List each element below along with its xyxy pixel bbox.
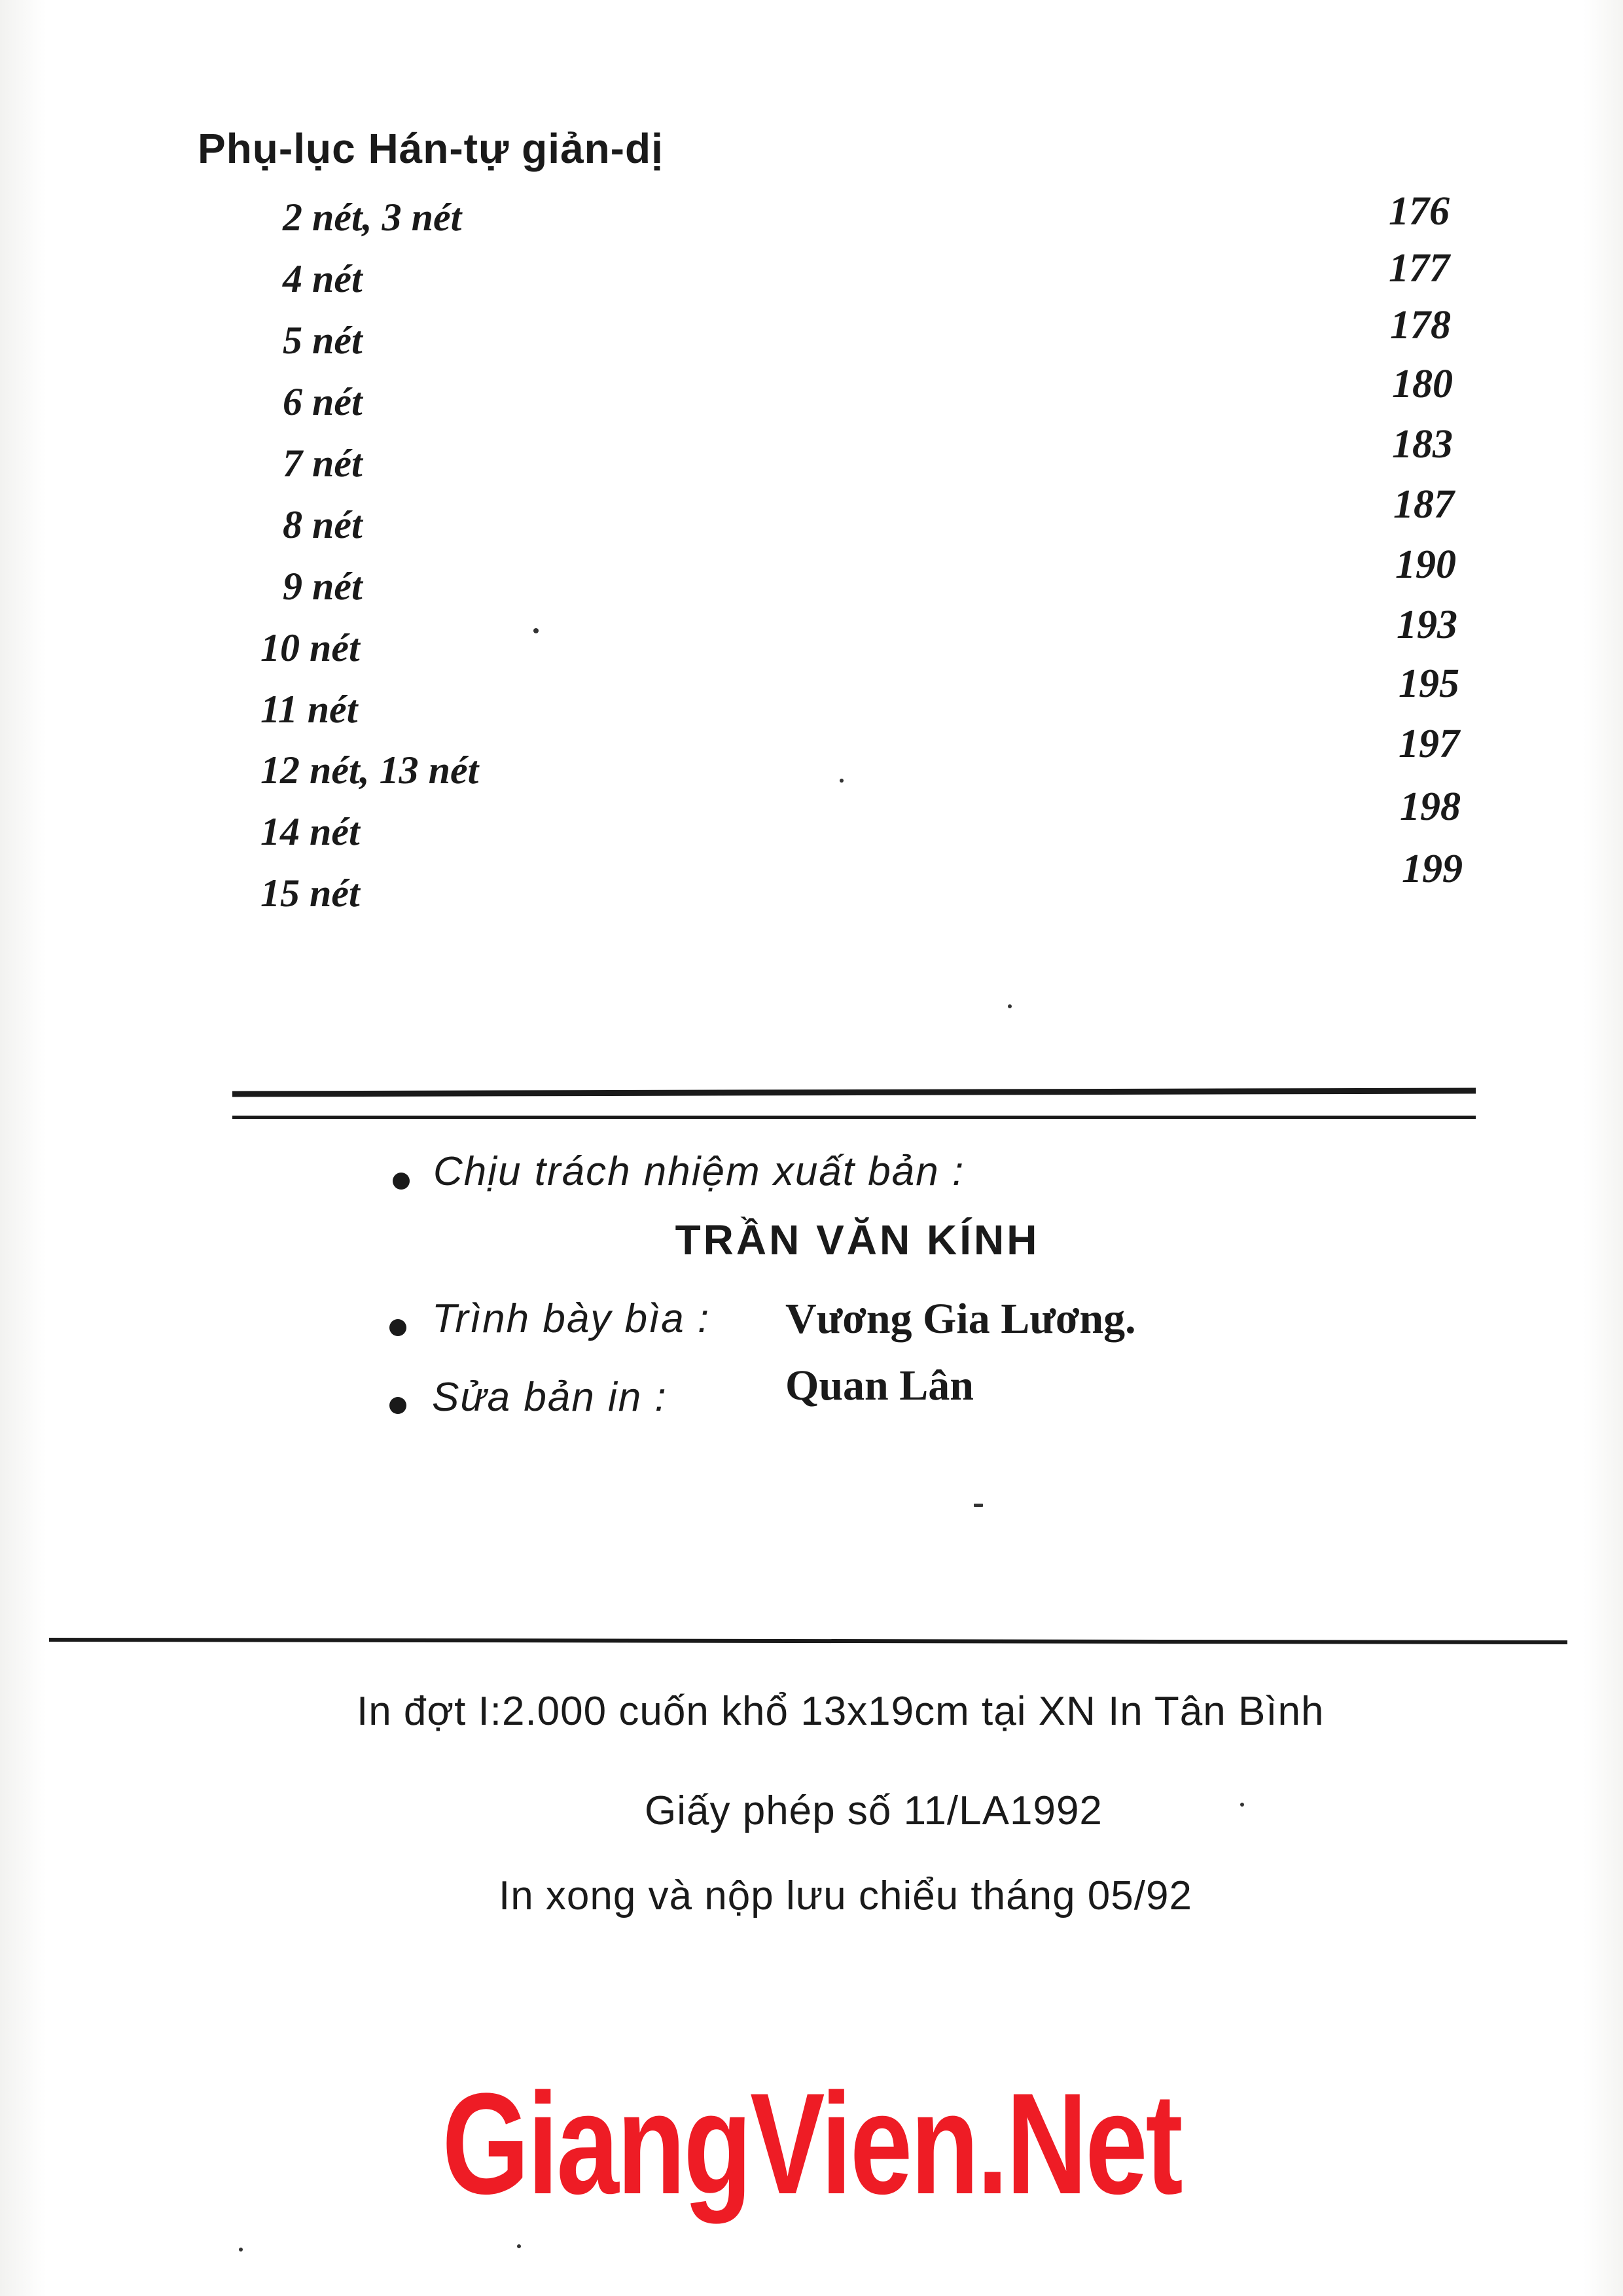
toc-entry-page: 198 (1400, 785, 1461, 829)
toc-entry-page: 195 (1399, 662, 1459, 706)
print-speck (840, 779, 844, 783)
toc-entry-page: 180 (1392, 362, 1453, 406)
deposit-info: In xong và nộp lưu chiểu tháng 05/92 (499, 1873, 1192, 1918)
toc-entry-label: 15 nét (260, 872, 360, 915)
license-info: Giấy phép số 11/LA1992 (645, 1788, 1103, 1833)
print-speck (974, 1504, 983, 1507)
toc-entry-page: 190 (1395, 542, 1456, 587)
toc-heading: Phụ-lục Hán-tự giản-dị (198, 125, 664, 172)
print-speck (517, 2244, 521, 2248)
toc-entry-label: 7 nét (283, 442, 363, 485)
toc-entry-label: 11 nét (260, 688, 358, 731)
toc-entry-label: 8 nét (283, 503, 363, 546)
toc-entry-label: 14 nét (260, 810, 360, 853)
toc-entry-page: 176 (1389, 189, 1450, 234)
toc-entry-page: 197 (1399, 722, 1459, 766)
bullet-icon (393, 1173, 410, 1190)
watermark-logo: GiangVien.Net (442, 2063, 1181, 2224)
toc-entry-label: 12 nét, 13 nét (260, 749, 479, 792)
print-speck (1008, 1004, 1012, 1008)
print-speck (239, 2248, 243, 2252)
toc-entry-label: 9 nét (283, 565, 363, 608)
toc-list (0, 0, 1623, 949)
cover-label: Trình bày bìa : (432, 1296, 711, 1341)
toc-entry-page: 193 (1397, 603, 1457, 647)
proof-value: Quan Lân (785, 1362, 974, 1409)
bullet-icon (389, 1397, 406, 1414)
divider-rule-thin (232, 1116, 1476, 1119)
bullet-icon (389, 1319, 406, 1336)
toc-entry-label: 5 nét (283, 319, 363, 362)
print-speck (1240, 1803, 1244, 1807)
print-speck (533, 628, 539, 633)
toc-entry-page: 183 (1392, 422, 1453, 467)
toc-entry-page: 187 (1393, 482, 1454, 527)
toc-entry-page: 177 (1389, 246, 1450, 291)
toc-entry-label: 4 nét (283, 257, 363, 300)
publisher-name: TRẦN VĂN KÍNH (675, 1216, 1040, 1263)
cover-value: Vương Gia Lương. (785, 1295, 1136, 1343)
print-run-info: In đợt I:2.000 cuốn khổ 13x19cm tại XN In Tân Bình (357, 1689, 1325, 1734)
toc-entry-label: 6 nét (283, 380, 363, 423)
toc-entry-page: 178 (1390, 303, 1451, 347)
toc-entry-label: 2 nét, 3 nét (283, 196, 462, 239)
toc-entry-label: 10 nét (260, 626, 360, 669)
divider-rule-bottom (49, 1638, 1567, 1644)
proof-label: Sửa bản in : (432, 1375, 668, 1420)
divider-rule-thick (232, 1088, 1476, 1097)
toc-entry-page: 199 (1402, 847, 1463, 891)
publisher-label: Chịu trách nhiệm xuất bản : (433, 1149, 965, 1194)
